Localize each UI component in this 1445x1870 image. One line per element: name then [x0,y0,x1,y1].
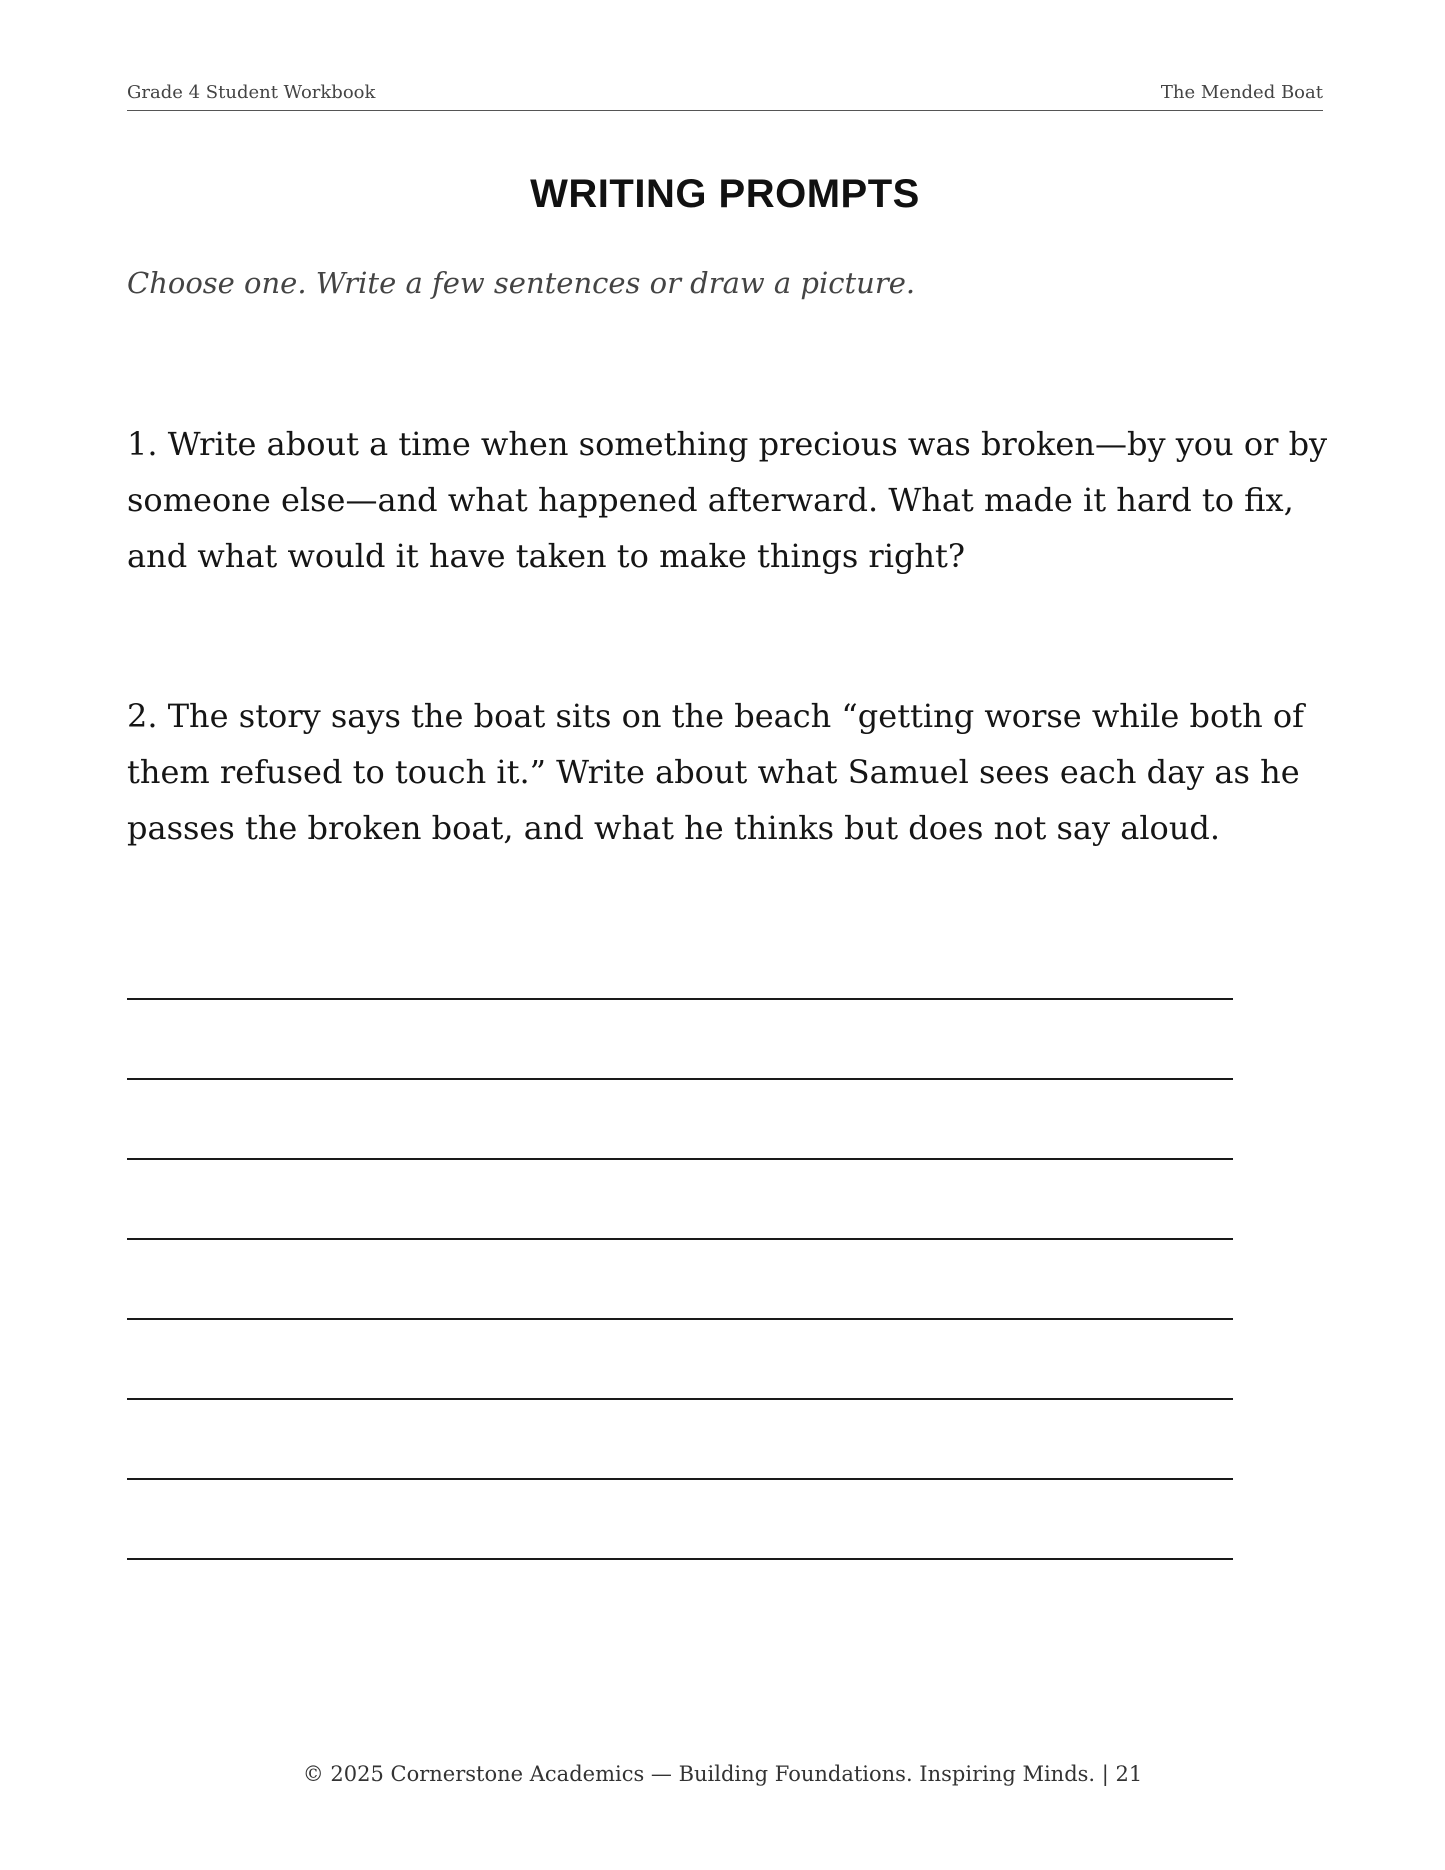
page-footer: © 2025 Cornerstone Academics — Building Foundations. Inspiring Minds. | 21 [302,1762,1143,1786]
page-header [127,82,1323,111]
header-story-title: The Mended Boat [1160,82,1323,103]
answer-line[interactable] [127,1318,1233,1320]
writing-prompt-1: 1. Write about a time when something precious was broken—by you or by someone else—and what happened afterward. What made it hard to fix, and what would it have taken to make things right? [127,425,1328,575]
answer-line[interactable] [127,1238,1233,1240]
answer-line[interactable] [127,1078,1233,1080]
page-title: WRITING PROMPTS [530,172,920,216]
answer-line[interactable] [127,1398,1233,1400]
header-workbook-title: Grade 4 Student Workbook [127,82,376,103]
writing-prompt-2: 2. The story says the boat sits on the beach “getting worse while both of them refused to touch it.” Write about what Samuel sees each day as he passes the broken boat, and what he thinks but does not say aloud. [127,697,1304,847]
answer-lines [127,998,1233,1638]
answer-line[interactable] [127,1158,1233,1160]
answer-line[interactable] [127,998,1233,1000]
answer-line[interactable] [127,1478,1233,1480]
answer-line[interactable] [127,1558,1233,1560]
instructions: Choose one. Write a few sentences or draw a picture. [127,266,916,300]
